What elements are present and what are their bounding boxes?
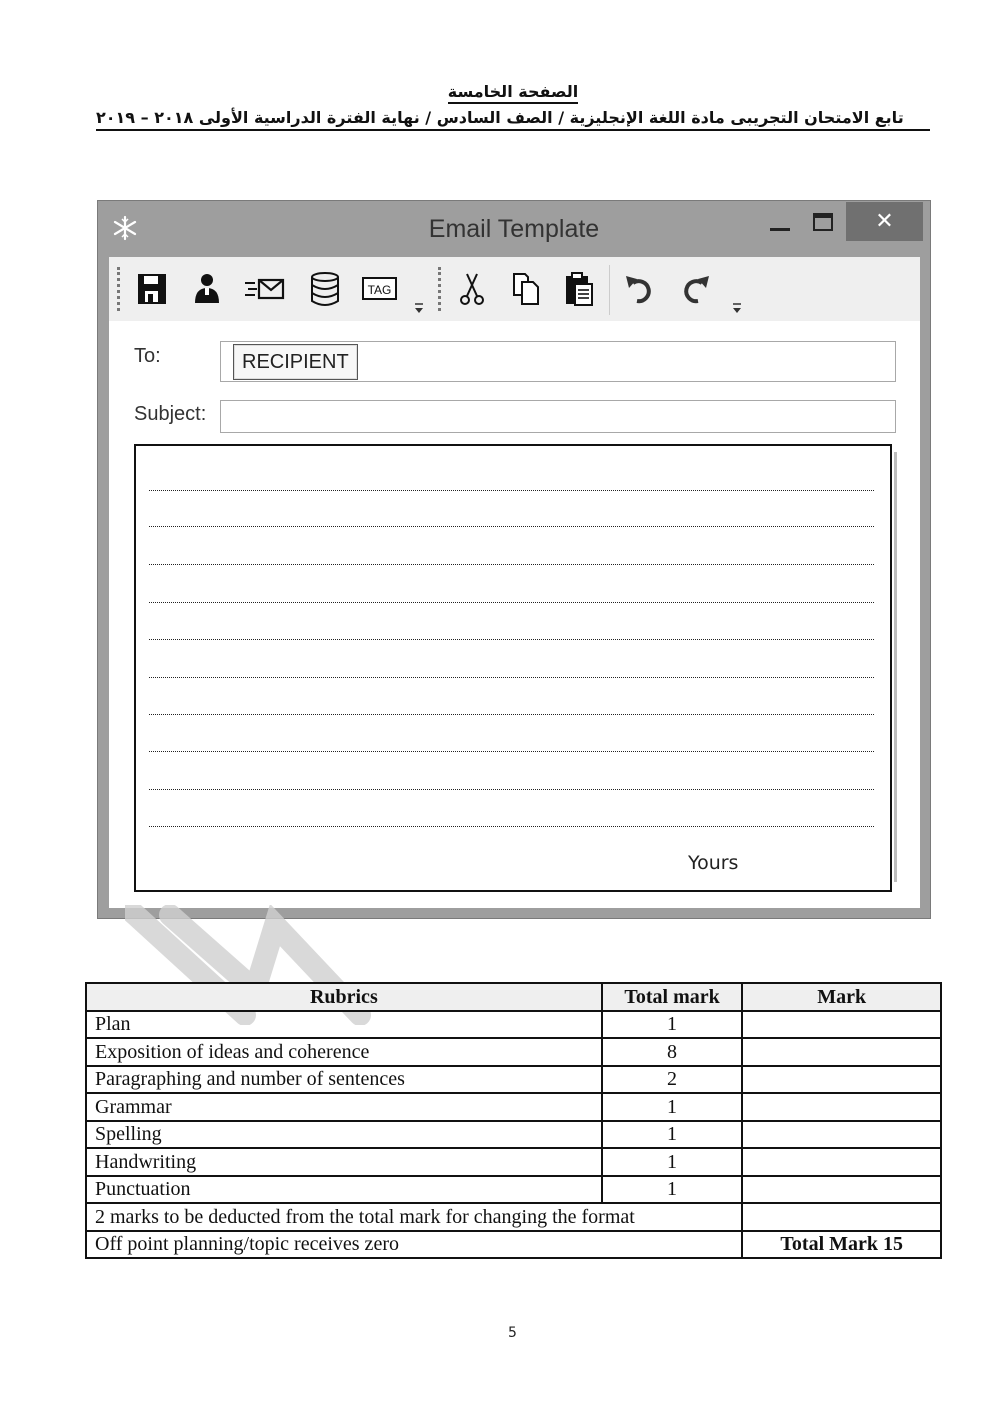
save-icon[interactable] <box>135 271 169 307</box>
rubric-mark-cell[interactable] <box>742 1066 941 1094</box>
email-template-window <box>97 200 931 919</box>
toolbar-grip-2[interactable] <box>438 267 444 311</box>
rubric-mark-cell[interactable] <box>742 1121 941 1149</box>
rubric-mark-cell[interactable] <box>742 1203 941 1231</box>
rubric-total: 1 <box>602 1121 743 1149</box>
table-row <box>86 1093 941 1121</box>
closing-yours: Yours <box>688 852 739 874</box>
rubric-criterion: Handwriting <box>86 1148 602 1176</box>
rubric-total: 8 <box>602 1038 743 1066</box>
page-number: 5 <box>508 1325 517 1341</box>
contact-person-icon[interactable] <box>190 271 224 307</box>
tag-icon[interactable] <box>361 271 399 307</box>
to-field[interactable] <box>220 341 896 382</box>
rubric-criterion: Grammar <box>86 1093 602 1121</box>
toolbar-overflow-dropdown-icon[interactable] <box>413 301 425 315</box>
rubric-total: 2 <box>602 1066 743 1094</box>
rubric-criterion: Spelling <box>86 1121 602 1149</box>
writing-line <box>149 714 874 715</box>
page-heading-text: الصفحة الخامسة <box>448 82 579 104</box>
rubric-criterion: Punctuation <box>86 1176 602 1204</box>
rubric-table <box>85 982 942 1259</box>
writing-line <box>149 526 874 527</box>
redo-icon[interactable] <box>678 271 712 307</box>
subject-label: Subject: <box>134 403 207 425</box>
title-bar[interactable] <box>98 201 930 257</box>
table-row <box>86 1121 941 1149</box>
tag-icon-label: TAG <box>367 283 392 297</box>
paste-clipboard-icon[interactable] <box>562 271 596 307</box>
writing-line <box>149 677 874 678</box>
cut-scissors-icon[interactable] <box>455 271 489 307</box>
writing-line <box>149 751 874 752</box>
writing-line <box>149 639 874 640</box>
table-row <box>86 1176 941 1204</box>
email-compose-area <box>109 321 920 908</box>
body-scrollbar-edge <box>894 452 897 882</box>
rubric-mark-cell[interactable] <box>742 1011 941 1039</box>
database-icon[interactable] <box>308 271 342 307</box>
copy-icon[interactable] <box>509 271 543 307</box>
table-row <box>86 1231 941 1259</box>
rubric-mark-cell[interactable] <box>742 1148 941 1176</box>
minimize-button[interactable] <box>768 213 792 237</box>
rubric-total: 1 <box>602 1148 743 1176</box>
rubric-header-criteria: Rubrics <box>86 983 602 1011</box>
rubric-header-total: Total mark <box>602 983 743 1011</box>
format-deduction-note: 2 marks to be deducted from the total mark for changing the format <box>86 1203 742 1231</box>
maximize-button[interactable] <box>811 211 835 235</box>
toolbar-overflow-dropdown-icon-2[interactable] <box>731 301 743 315</box>
rubric-criterion: Exposition of ideas and coherence <box>86 1038 602 1066</box>
rubric-total: 1 <box>602 1176 743 1204</box>
window-title: Email Template <box>428 215 600 243</box>
page-heading <box>96 82 930 101</box>
rubric-criterion: Plan <box>86 1011 602 1039</box>
writing-line <box>149 564 874 565</box>
writing-line <box>149 789 874 790</box>
table-row <box>86 1011 941 1039</box>
email-body[interactable] <box>134 444 892 892</box>
to-label: To: <box>134 345 161 367</box>
toolbar <box>109 257 920 321</box>
total-mark-cell: Total Mark 15 <box>742 1231 941 1259</box>
table-row <box>86 1203 941 1231</box>
undo-icon[interactable] <box>623 271 657 307</box>
off-point-note: Off point planning/topic receives zero <box>86 1231 742 1259</box>
subject-field[interactable] <box>220 400 896 433</box>
writing-line <box>149 602 874 603</box>
rubric-mark-cell[interactable] <box>742 1038 941 1066</box>
send-mail-icon[interactable] <box>243 271 287 307</box>
rubric-total: 1 <box>602 1011 743 1039</box>
toolbar-grip[interactable] <box>117 267 123 311</box>
writing-line <box>149 826 874 827</box>
rubric-total: 1 <box>602 1093 743 1121</box>
exam-subtitle: تابع الامتحان التجريبى مادة اللغة الإنجليزية / الصف السادس / نهاية الفترة الدراسية الأولى ٢٠١٨ – ٢٠١٩ <box>96 108 930 131</box>
table-row <box>86 1038 941 1066</box>
recipient-chip[interactable]: RECIPIENT <box>233 344 358 380</box>
rubric-mark-cell[interactable] <box>742 1176 941 1204</box>
rubric-header-mark: Mark <box>742 983 941 1011</box>
rubric-criterion: Paragraphing and number of sentences <box>86 1066 602 1094</box>
writing-line <box>149 490 874 491</box>
close-button[interactable]: ✕ <box>846 202 923 241</box>
table-row <box>86 1148 941 1176</box>
toolbar-separator <box>609 265 610 315</box>
rubric-mark-cell[interactable] <box>742 1093 941 1121</box>
rubric-header-row <box>86 983 941 1011</box>
table-row <box>86 1066 941 1094</box>
